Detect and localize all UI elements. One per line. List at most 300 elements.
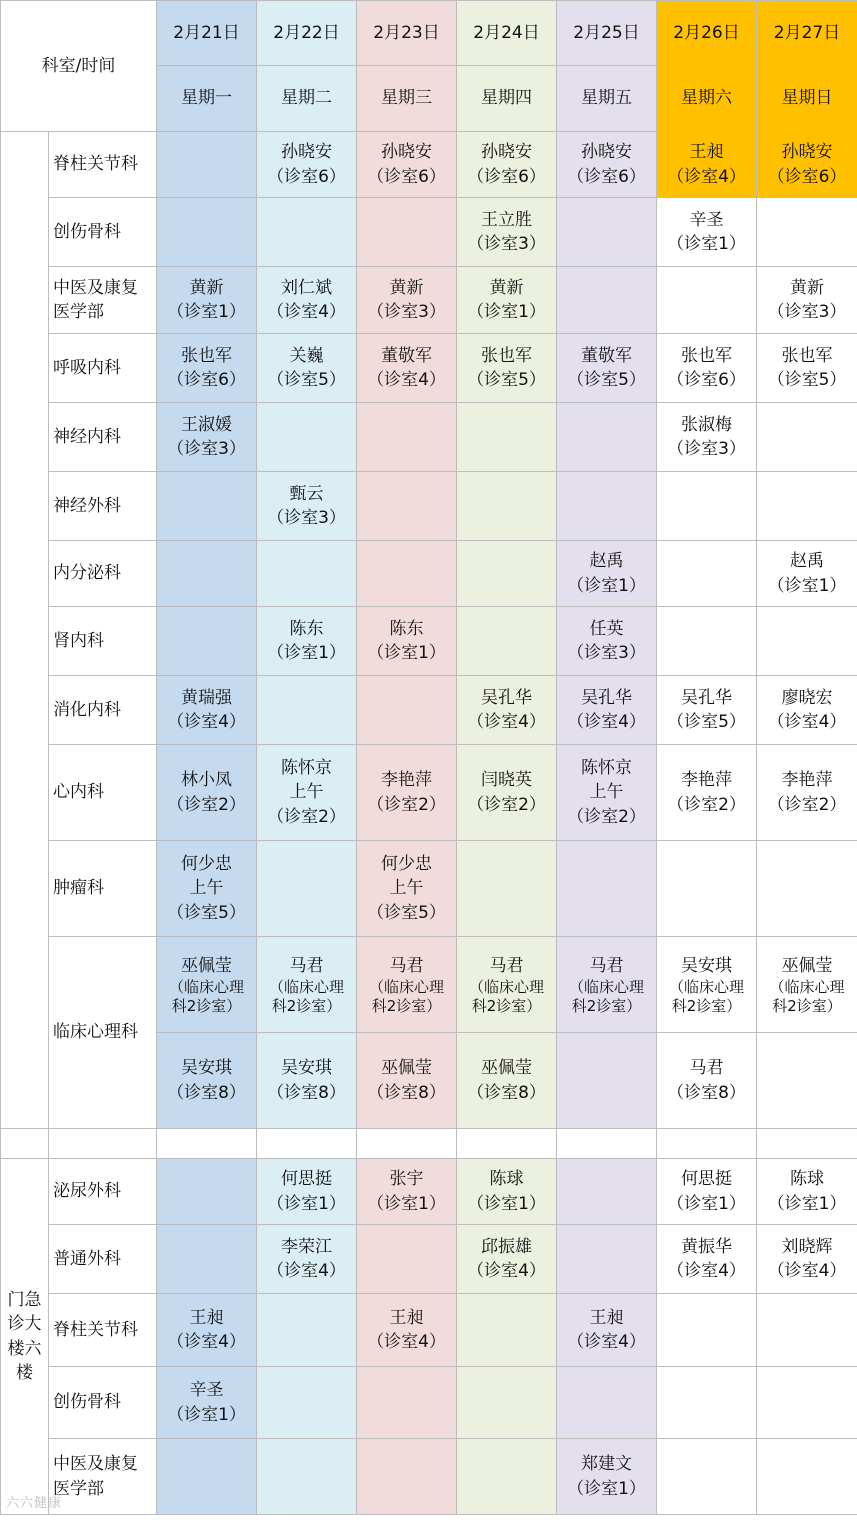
schedule-cell <box>457 937 557 1033</box>
department-name <box>49 403 157 472</box>
date-header: 2月22日 <box>257 1 357 66</box>
cell-line: 泌尿外科 <box>53 1181 121 1202</box>
department-name <box>49 472 157 541</box>
cell-line: （诊室5） <box>567 370 646 390</box>
empty-cell <box>157 1225 257 1294</box>
cell-line: 上午 <box>589 782 624 803</box>
building-label <box>1 1159 49 1515</box>
cell-line: （临床心理 <box>169 977 245 996</box>
empty-cell <box>257 1367 357 1439</box>
cell-line: （诊室6） <box>767 166 847 187</box>
empty-cell <box>357 1439 457 1515</box>
schedule-cell <box>557 541 657 607</box>
cell-line: （诊室8） <box>667 1082 746 1103</box>
empty-cell <box>457 841 557 937</box>
cell-line: 辛圣 <box>189 1380 224 1400</box>
cell-line: 刘晓辉 <box>781 1236 833 1257</box>
spacer-cell <box>1 1129 49 1159</box>
cell-line: （诊室4） <box>367 1332 446 1352</box>
cell-line: （诊室1） <box>367 643 446 663</box>
cell-line: （诊室4） <box>267 1261 346 1281</box>
department-name <box>49 132 157 198</box>
empty-cell <box>757 403 857 472</box>
building-label-text: 门急诊大楼六楼 <box>7 1289 42 1383</box>
empty-cell <box>457 541 557 607</box>
department-name <box>49 1367 157 1439</box>
schedule-cell <box>157 267 257 334</box>
schedule-cell <box>657 132 757 198</box>
cell-line: 何思挺 <box>281 1169 333 1189</box>
empty-cell <box>657 607 757 676</box>
schedule-cell <box>657 334 757 403</box>
cell-line: 陈球 <box>790 1169 825 1189</box>
cell-line: （诊室1） <box>267 1193 346 1214</box>
cell-line: 张也军 <box>181 345 233 366</box>
schedule-cell <box>557 132 657 198</box>
schedule-cell <box>257 745 357 841</box>
cell-line: （诊室8） <box>167 1082 246 1103</box>
cell-line: 中医及康复 <box>53 1454 138 1474</box>
cell-line: （诊室1） <box>467 1193 546 1214</box>
empty-cell <box>357 403 457 472</box>
empty-cell <box>157 132 257 198</box>
schedule-cell <box>157 1033 257 1129</box>
cell-line: 黄瑞强 <box>181 687 233 708</box>
cell-line: （诊室1） <box>167 302 246 322</box>
cell-line: 张也军 <box>481 345 533 366</box>
cell-line: 林小凤 <box>181 770 233 790</box>
schedule-cell <box>557 676 657 745</box>
date-header: 2月27日 <box>757 1 857 66</box>
cell-line: 神经内科 <box>53 426 121 447</box>
cell-line: （诊室5） <box>467 370 546 390</box>
empty-cell <box>157 198 257 267</box>
cell-line: 张也军 <box>681 345 733 366</box>
cell-line: （诊室5） <box>267 370 346 390</box>
cell-line: 王淑媛 <box>181 414 233 435</box>
cell-line: 陈东 <box>289 618 324 639</box>
cell-line: 辛圣 <box>689 209 724 230</box>
date-header: 2月25日 <box>557 1 657 66</box>
department-name <box>49 745 157 841</box>
cell-line: 王昶 <box>389 1307 424 1328</box>
department-name <box>49 334 157 403</box>
empty-cell <box>457 607 557 676</box>
schedule-cell <box>657 1033 757 1129</box>
cell-line: 巫佩莹 <box>181 955 233 976</box>
cell-line: 赵禹 <box>589 551 624 571</box>
cell-line: 马君 <box>389 955 424 976</box>
cell-line: 吴孔华 <box>581 687 633 708</box>
empty-cell <box>557 1225 657 1294</box>
weekday-header: 星期六 <box>657 66 757 132</box>
empty-cell <box>557 198 657 267</box>
empty-cell <box>657 472 757 541</box>
schedule-cell <box>757 937 857 1033</box>
cell-line: 上午 <box>289 782 324 803</box>
cell-line: 肿瘤科 <box>53 878 104 899</box>
cell-line: 陈东 <box>389 618 424 639</box>
cell-line: 黄振华 <box>681 1236 733 1257</box>
empty-cell <box>557 841 657 937</box>
cell-line: 上午 <box>189 878 224 899</box>
schedule-cell <box>457 267 557 334</box>
empty-cell <box>457 472 557 541</box>
cell-line: 中医及康复 <box>53 277 138 298</box>
cell-line: （诊室8） <box>467 1082 546 1103</box>
empty-cell <box>757 1033 857 1129</box>
department-name <box>49 1439 157 1515</box>
empty-cell <box>657 1367 757 1439</box>
cell-line: 陈怀京 <box>281 757 333 778</box>
cell-line: 邱振雄 <box>481 1236 533 1257</box>
schedule-cell <box>357 1159 457 1225</box>
schedule-cell <box>257 472 357 541</box>
schedule-cell <box>457 132 557 198</box>
cell-line: 孙晓安 <box>781 142 833 162</box>
cell-line: （临床心理 <box>469 977 545 996</box>
cell-line: （诊室4） <box>167 1332 246 1352</box>
cell-line: （诊室4） <box>567 712 646 732</box>
cell-line: 吴安琪 <box>281 1058 333 1078</box>
department-name <box>49 541 157 607</box>
cell-line: 心内科 <box>53 782 104 803</box>
schedule-cell <box>657 1159 757 1225</box>
empty-cell <box>557 1159 657 1225</box>
schedule-cell <box>757 132 857 198</box>
empty-cell <box>457 1439 557 1515</box>
date-header: 2月23日 <box>357 1 457 66</box>
empty-cell <box>157 1159 257 1225</box>
cell-line: （诊室4） <box>767 1261 847 1281</box>
cell-line: 张淑梅 <box>681 414 733 435</box>
department-name <box>49 267 157 334</box>
schedule-cell <box>457 198 557 267</box>
cell-line: （诊室6） <box>267 166 346 187</box>
cell-line: （临床心理 <box>269 977 345 996</box>
cell-line: （诊室6） <box>567 166 646 187</box>
schedule-cell <box>657 403 757 472</box>
cell-line: （诊室2） <box>267 806 346 827</box>
empty-cell <box>357 676 457 745</box>
cell-line: 医学部 <box>53 1478 104 1499</box>
schedule-cell <box>257 937 357 1033</box>
cell-line: 黄新 <box>790 277 825 298</box>
cell-line: （诊室3） <box>367 302 446 322</box>
cell-line: （诊室4） <box>467 712 546 732</box>
cell-line: 赵禹 <box>790 551 825 571</box>
cell-line: （诊室1） <box>567 1478 646 1499</box>
schedule-cell <box>757 334 857 403</box>
cell-line: （诊室2） <box>767 794 847 815</box>
schedule-cell <box>557 745 657 841</box>
cell-line: （诊室1） <box>667 234 746 254</box>
empty-cell <box>257 198 357 267</box>
schedule-cell <box>757 1159 857 1225</box>
cell-line: 闫晓英 <box>481 770 533 790</box>
cell-line: 临床心理科 <box>53 1022 138 1043</box>
cell-line: （诊室8） <box>367 1082 446 1103</box>
cell-line: （诊室6） <box>467 166 546 187</box>
cell-line: （临床心理 <box>569 977 645 996</box>
cell-line: 王昶 <box>589 1307 624 1328</box>
empty-cell <box>357 541 457 607</box>
schedule-cell <box>157 676 257 745</box>
weekday-header: 星期三 <box>357 66 457 132</box>
cell-line: （诊室1） <box>167 1404 246 1425</box>
cell-line: 内分泌科 <box>53 563 121 584</box>
cell-line: 王昶 <box>689 142 724 162</box>
cell-line: （临床心理 <box>669 977 745 996</box>
empty-cell <box>657 841 757 937</box>
weekday-header: 星期五 <box>557 66 657 132</box>
cell-line: 何少忠 <box>381 853 433 874</box>
schedule-cell <box>457 334 557 403</box>
cell-line: 甄云 <box>289 483 324 504</box>
cell-line: 王立胜 <box>481 209 533 230</box>
empty-cell <box>557 472 657 541</box>
schedule-cell <box>257 267 357 334</box>
empty-cell <box>757 1294 857 1367</box>
cell-line: 黄新 <box>189 277 224 298</box>
spacer-cell <box>157 1129 257 1159</box>
spacer-cell <box>257 1129 357 1159</box>
cell-line: （诊室4） <box>567 1332 646 1352</box>
empty-cell <box>557 1033 657 1129</box>
schedule-cell <box>357 1033 457 1129</box>
cell-line: （诊室4） <box>267 302 346 322</box>
spacer-cell <box>657 1129 757 1159</box>
empty-cell <box>757 1367 857 1439</box>
empty-cell <box>657 541 757 607</box>
cell-line: （诊室4） <box>667 1261 746 1281</box>
empty-cell <box>157 1439 257 1515</box>
cell-line: （诊室1） <box>667 1193 746 1214</box>
cell-line: 巫佩莹 <box>481 1058 533 1078</box>
cell-line: 神经外科 <box>53 495 121 516</box>
empty-cell <box>757 198 857 267</box>
cell-line: （诊室5） <box>667 712 746 732</box>
weekday-header: 星期一 <box>157 66 257 132</box>
date-header: 2月24日 <box>457 1 557 66</box>
cell-line: 科2诊室） <box>671 996 742 1015</box>
empty-cell <box>457 1294 557 1367</box>
schedule-cell <box>357 745 457 841</box>
cell-line: 李荣江 <box>281 1236 333 1257</box>
cell-line: 脊柱关节科 <box>53 154 138 175</box>
cell-line: 吴安琪 <box>681 955 733 976</box>
cell-line: （诊室1） <box>267 643 346 663</box>
cell-line: 呼吸内科 <box>53 357 121 378</box>
department-name <box>49 1294 157 1367</box>
cell-line: 刘仁斌 <box>281 277 333 298</box>
cell-line: （临床心理 <box>369 977 445 996</box>
cell-line: （诊室1） <box>367 1193 446 1214</box>
empty-cell <box>757 1439 857 1515</box>
schedule-cell <box>257 607 357 676</box>
corner-header: 科室/时间 <box>1 1 157 132</box>
cell-line: （诊室4） <box>467 1261 546 1281</box>
empty-cell <box>457 403 557 472</box>
cell-line: 廖晓宏 <box>781 687 833 708</box>
cell-line: 吴孔华 <box>481 687 533 708</box>
cell-line: 关巍 <box>289 345 324 366</box>
cell-line: （诊室8） <box>267 1082 346 1103</box>
schedule-cell <box>457 745 557 841</box>
department-name <box>49 1159 157 1225</box>
schedule-cell <box>257 1225 357 1294</box>
cell-line: 孙晓安 <box>281 142 333 162</box>
cell-line: （诊室6） <box>167 370 246 390</box>
schedule-cell <box>257 1159 357 1225</box>
cell-line: （诊室1） <box>467 302 546 322</box>
schedule-cell <box>557 334 657 403</box>
empty-cell <box>557 403 657 472</box>
cell-line: 陈球 <box>489 1169 524 1189</box>
weekday-header: 星期二 <box>257 66 357 132</box>
cell-line: 科2诊室） <box>371 996 442 1015</box>
cell-line: 董敬军 <box>381 345 433 366</box>
schedule-cell <box>657 745 757 841</box>
cell-line: 孙晓安 <box>481 142 533 162</box>
empty-cell <box>657 1294 757 1367</box>
cell-line: 科2诊室） <box>271 996 342 1015</box>
schedule-cell <box>757 745 857 841</box>
cell-line: （诊室5） <box>367 902 446 923</box>
cell-line: （诊室6） <box>667 370 746 390</box>
schedule-cell <box>257 132 357 198</box>
empty-cell <box>657 1439 757 1515</box>
schedule-cell <box>457 1225 557 1294</box>
empty-cell <box>257 403 357 472</box>
schedule-cell <box>757 267 857 334</box>
empty-cell <box>557 1367 657 1439</box>
cell-line: （诊室3） <box>667 439 746 459</box>
empty-cell <box>557 267 657 334</box>
schedule-cell <box>757 676 857 745</box>
schedule-cell <box>557 1294 657 1367</box>
cell-line: 吴安琪 <box>181 1058 233 1078</box>
schedule-cell <box>357 334 457 403</box>
cell-line: 科2诊室） <box>471 996 542 1015</box>
cell-line: 消化内科 <box>53 699 121 720</box>
building-group-cell <box>1 132 49 1129</box>
cell-line: 王昶 <box>189 1307 224 1328</box>
schedule-cell <box>157 1367 257 1439</box>
spacer-cell <box>557 1129 657 1159</box>
cell-line: （诊室3） <box>167 439 246 459</box>
schedule-cell <box>457 1159 557 1225</box>
schedule-cell <box>157 841 257 937</box>
cell-line: 张宇 <box>389 1169 424 1189</box>
schedule-cell <box>257 1033 357 1129</box>
cell-line: 李艳萍 <box>681 770 733 790</box>
spacer-cell <box>357 1129 457 1159</box>
cell-line: 黄新 <box>489 277 524 298</box>
cell-line: 科2诊室） <box>171 996 242 1015</box>
cell-line: 吴孔华 <box>681 687 733 708</box>
cell-line: （诊室4） <box>167 712 246 732</box>
cell-line: 科2诊室） <box>571 996 642 1015</box>
cell-line: 马君 <box>689 1058 724 1078</box>
cell-line: 马君 <box>589 955 624 976</box>
cell-line: 何少忠 <box>181 853 233 874</box>
cell-line: 李艳萍 <box>381 770 433 790</box>
cell-line: 创伤骨科 <box>53 221 121 242</box>
cell-line: （诊室1） <box>767 575 847 596</box>
cell-line: 肾内科 <box>53 630 104 651</box>
empty-cell <box>257 1439 357 1515</box>
weekday-header: 星期四 <box>457 66 557 132</box>
date-header: 2月21日 <box>157 1 257 66</box>
cell-line: （诊室2） <box>367 794 446 815</box>
spacer-cell <box>49 1129 157 1159</box>
schedule-cell <box>757 541 857 607</box>
schedule-cell <box>357 132 457 198</box>
department-name <box>49 937 157 1129</box>
schedule-cell <box>357 841 457 937</box>
cell-line: 巫佩莹 <box>781 955 833 976</box>
schedule-cell <box>657 1225 757 1294</box>
cell-line: 科2诊室） <box>772 996 842 1015</box>
empty-cell <box>257 1294 357 1367</box>
department-name <box>49 607 157 676</box>
cell-line: 普通外科 <box>53 1248 121 1269</box>
cell-line: （诊室6） <box>367 166 446 187</box>
empty-cell <box>657 267 757 334</box>
empty-cell <box>757 841 857 937</box>
spacer-cell <box>457 1129 557 1159</box>
cell-line: （诊室4） <box>667 166 746 187</box>
schedule-cell <box>157 1294 257 1367</box>
cell-line: （诊室2） <box>167 794 246 815</box>
schedule-cell <box>357 267 457 334</box>
empty-cell <box>157 472 257 541</box>
empty-cell <box>757 472 857 541</box>
cell-line: 医学部 <box>53 302 104 322</box>
cell-line: 黄新 <box>389 277 424 298</box>
cell-line: （诊室3） <box>267 508 346 528</box>
schedule-cell <box>457 676 557 745</box>
cell-line: （临床心理 <box>769 977 845 996</box>
schedule-cell <box>157 403 257 472</box>
schedule-cell <box>657 676 757 745</box>
department-name <box>49 676 157 745</box>
schedule-cell <box>157 334 257 403</box>
cell-line: （诊室1） <box>767 1193 847 1214</box>
cell-line: 董敬军 <box>581 345 633 366</box>
cell-line: 陈怀京 <box>581 757 633 778</box>
empty-cell <box>257 541 357 607</box>
cell-line: 孙晓安 <box>581 142 633 162</box>
cell-line: 何思挺 <box>681 1169 733 1189</box>
date-header: 2月26日 <box>657 1 757 66</box>
cell-line: 上午 <box>389 878 424 899</box>
cell-line: （诊室1） <box>567 575 646 596</box>
watermark: 六六健康 <box>6 1496 63 1511</box>
cell-line: 张也军 <box>781 345 833 366</box>
cell-line: （诊室5） <box>167 902 246 923</box>
empty-cell <box>357 1225 457 1294</box>
schedule-cell <box>557 937 657 1033</box>
empty-cell <box>357 472 457 541</box>
department-name <box>49 841 157 937</box>
empty-cell <box>757 607 857 676</box>
schedule-cell <box>357 937 457 1033</box>
cell-line: 李艳萍 <box>781 770 833 790</box>
schedule-cell <box>257 334 357 403</box>
schedule-cell <box>357 607 457 676</box>
